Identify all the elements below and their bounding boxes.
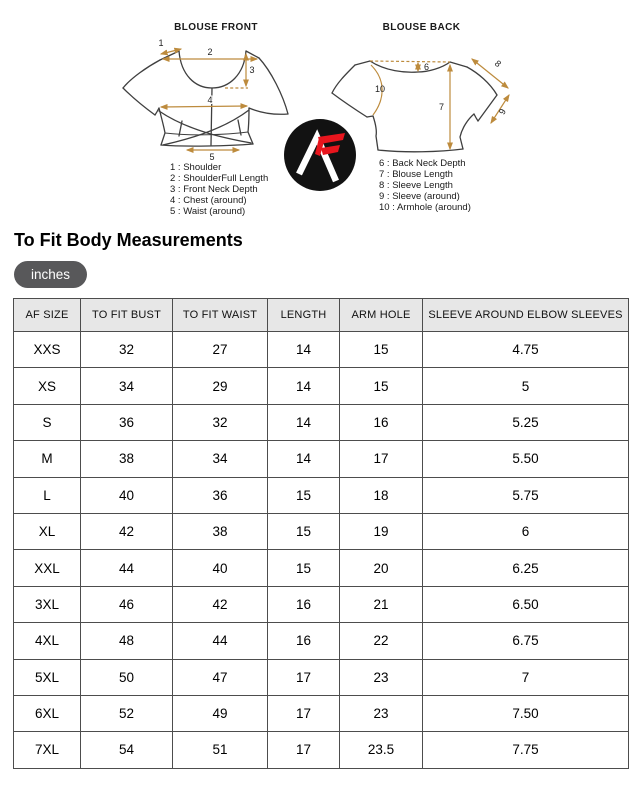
value-cell: 51 (173, 732, 268, 768)
value-cell: 16 (268, 586, 340, 622)
value-cell: 16 (268, 623, 340, 659)
value-cell: 5.75 (423, 477, 629, 513)
value-cell: 15 (268, 513, 340, 549)
value-cell: 6.25 (423, 550, 629, 586)
value-cell: 46 (81, 586, 173, 622)
table-row (14, 586, 629, 622)
svg-text:1: 1 (158, 38, 164, 48)
legend-item: 10 : Armhole (around) (379, 202, 471, 213)
header-row (14, 299, 629, 332)
size-table (13, 298, 629, 769)
unit-badge-inches[interactable] (14, 261, 87, 288)
value-cell: 42 (173, 586, 268, 622)
table-row (14, 404, 629, 440)
value-cell: 17 (268, 695, 340, 731)
column-header: LENGTH (268, 299, 340, 332)
legend-item: 3 : Front Neck Depth (170, 184, 258, 195)
size-table-header (14, 299, 629, 332)
value-cell: 36 (81, 404, 173, 440)
table-row (14, 332, 629, 368)
value-cell: 15 (268, 550, 340, 586)
value-cell: 44 (173, 623, 268, 659)
blouse-front-diagram (55, 35, 295, 165)
svg-text:2: 2 (207, 47, 213, 57)
legend-item: 9 : Sleeve (around) (379, 191, 460, 202)
value-cell: 21 (340, 586, 423, 622)
value-cell: 23 (340, 659, 423, 695)
value-cell: 7.75 (423, 732, 629, 768)
size-cell: 6XL (14, 695, 81, 731)
value-cell: 40 (173, 550, 268, 586)
table-row (14, 659, 629, 695)
value-cell: 52 (81, 695, 173, 731)
value-cell: 17 (340, 441, 423, 477)
value-cell: 7.50 (423, 695, 629, 731)
value-cell: 7 (423, 659, 629, 695)
value-cell: 4.75 (423, 332, 629, 368)
table-row (14, 623, 629, 659)
column-header: TO FIT WAIST (173, 299, 268, 332)
back-legend (379, 158, 471, 213)
svg-text:6: 6 (424, 62, 430, 72)
value-cell: 17 (268, 659, 340, 695)
value-cell: 20 (340, 550, 423, 586)
svg-text:9: 9 (496, 107, 508, 117)
size-cell: 3XL (14, 586, 81, 622)
value-cell: 36 (173, 477, 268, 513)
size-cell: XS (14, 368, 81, 404)
value-cell: 15 (340, 368, 423, 404)
table-row (14, 695, 629, 731)
column-header: TO FIT BUST (81, 299, 173, 332)
svg-text:10: 10 (374, 84, 386, 94)
value-cell: 14 (268, 404, 340, 440)
value-cell: 49 (173, 695, 268, 731)
value-cell: 47 (173, 659, 268, 695)
legend-item: 6 : Back Neck Depth (379, 158, 466, 169)
table-row (14, 441, 629, 477)
svg-text:4: 4 (207, 95, 213, 105)
blouse-back-title: BLOUSE BACK (382, 22, 461, 33)
value-cell: 5 (423, 368, 629, 404)
table-row (14, 368, 629, 404)
page-title: To Fit Body Measurements (14, 230, 243, 250)
table-row (14, 513, 629, 549)
value-cell: 50 (81, 659, 173, 695)
legend-item: 4 : Chest (around) (170, 195, 247, 206)
value-cell: 23.5 (340, 732, 423, 768)
legend-item: 8 : Sleeve Length (379, 180, 453, 191)
legend-item: 2 : ShoulderFull Length (170, 173, 269, 184)
af-brand-logo (283, 118, 357, 192)
value-cell: 16 (340, 404, 423, 440)
size-cell: XXS (14, 332, 81, 368)
value-cell: 5.25 (423, 404, 629, 440)
table-row (14, 477, 629, 513)
size-cell: 5XL (14, 659, 81, 695)
blouse-back-diagram (330, 35, 525, 165)
column-header: AF SIZE (14, 299, 81, 332)
value-cell: 32 (81, 332, 173, 368)
table-row (14, 732, 629, 768)
value-cell: 42 (81, 513, 173, 549)
value-cell: 34 (173, 441, 268, 477)
value-cell: 15 (268, 477, 340, 513)
size-cell: M (14, 441, 81, 477)
value-cell: 6.50 (423, 586, 629, 622)
svg-text:3: 3 (249, 65, 255, 75)
blouse-front-title: BLOUSE FRONT (174, 22, 258, 33)
value-cell: 6 (423, 513, 629, 549)
value-cell: 14 (268, 368, 340, 404)
blouse-front-outline (123, 51, 288, 146)
svg-text:5: 5 (209, 152, 215, 162)
value-cell: 6.75 (423, 623, 629, 659)
legend-item: 5 : Waist (around) (170, 206, 246, 217)
value-cell: 32 (173, 404, 268, 440)
value-cell: 18 (340, 477, 423, 513)
size-cell: XXL (14, 550, 81, 586)
value-cell: 14 (268, 441, 340, 477)
value-cell: 5.50 (423, 441, 629, 477)
size-cell: XL (14, 513, 81, 549)
value-cell: 54 (81, 732, 173, 768)
column-header: SLEEVE AROUND ELBOW SLEEVES (423, 299, 629, 332)
column-header: ARM HOLE (340, 299, 423, 332)
size-table-body (14, 332, 629, 769)
size-cell: 7XL (14, 732, 81, 768)
value-cell: 38 (81, 441, 173, 477)
size-cell: 4XL (14, 623, 81, 659)
size-cell: S (14, 404, 81, 440)
legend-item: 7 : Blouse Length (379, 169, 453, 180)
value-cell: 22 (340, 623, 423, 659)
value-cell: 44 (81, 550, 173, 586)
value-cell: 40 (81, 477, 173, 513)
value-cell: 27 (173, 332, 268, 368)
value-cell: 48 (81, 623, 173, 659)
svg-text:8: 8 (492, 58, 504, 70)
front-legend (170, 162, 268, 217)
value-cell: 14 (268, 332, 340, 368)
value-cell: 34 (81, 368, 173, 404)
table-row (14, 550, 629, 586)
legend-item: 1 : Shoulder (170, 162, 222, 173)
front-callout-labels (158, 38, 254, 162)
value-cell: 29 (173, 368, 268, 404)
unit-badge-label: inches (31, 267, 71, 282)
value-cell: 19 (340, 513, 423, 549)
value-cell: 23 (340, 695, 423, 731)
svg-text:7: 7 (438, 102, 444, 112)
value-cell: 15 (340, 332, 423, 368)
value-cell: 38 (173, 513, 268, 549)
size-cell: L (14, 477, 81, 513)
value-cell: 17 (268, 732, 340, 768)
